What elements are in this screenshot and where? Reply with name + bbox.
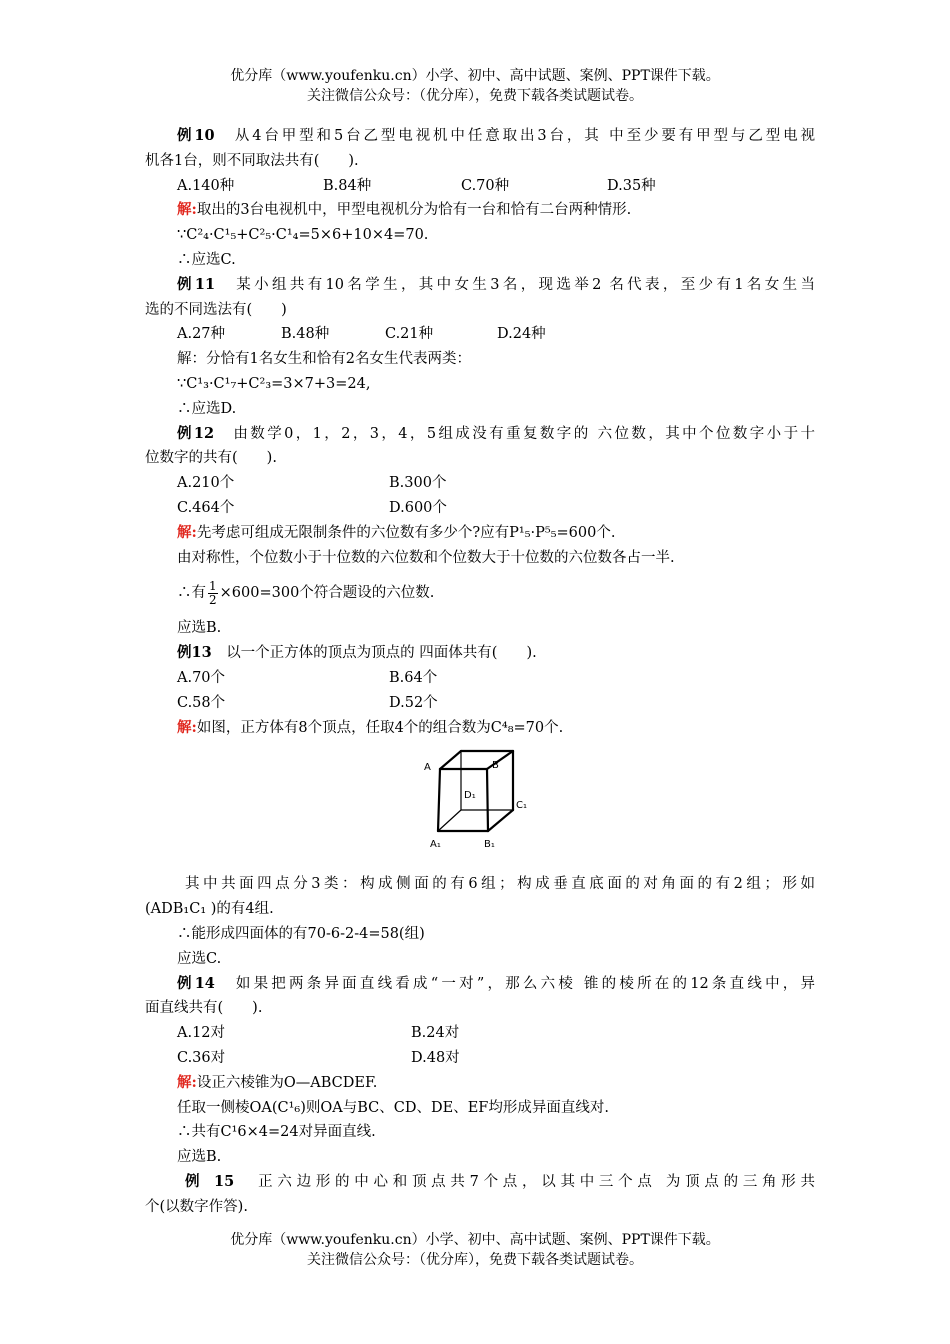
ex12-question-line-2: 位数字的共有( ). (145, 450, 277, 467)
header-line-1: 优分库（www.youfenku.cn）小学、初中、高中试题、案例、PPT课件下载。 (230, 68, 720, 84)
cube-edge-top-left (440, 751, 461, 769)
content-body (145, 124, 815, 1219)
page-header (0, 66, 950, 106)
one-half-fraction: $\frac{1}{2}$ (209, 578, 217, 607)
ex11-option-b: B.48种 (281, 326, 330, 343)
footer-line-1: 优分库（www.youfenku.cn）小学、初中、高中试题、案例、PPT课件下载。 (230, 1232, 720, 1248)
ex10-solution: 解:取出的3台电视机中，甲型电视机分为恰有一台和恰有二台两种情形. (177, 201, 632, 219)
ex14-question-line-1: 例14 如果把两条异面直线看成“一对”，那么六棱 锥的棱所在的12条直线中，异 (177, 974, 816, 992)
vertex-label-d1: D₁ (464, 790, 476, 802)
ex14-solution-label: 解: (177, 1073, 197, 1091)
ex14-option-d: D.48对 (411, 1049, 460, 1066)
ex12-options-row-2 (145, 496, 815, 521)
ex14-text-2: ∴共有C¹6×4=24对异面直线. (177, 1124, 376, 1141)
ex10-question-line-2: 机各1台，则不同取法共有( ). (145, 152, 359, 169)
vertex-label-c1: C₁ (516, 800, 527, 812)
cube-edge-bottom-right (488, 810, 513, 831)
ex10-label: 例10 (177, 127, 215, 144)
ex12-option-a: A.210个 (177, 475, 235, 492)
ex11-option-c: C.21种 (385, 326, 434, 343)
cube-diagram (420, 746, 550, 856)
ex12-therefore: ∴有 $\frac{1}{2}$ ×600=300个符合题设的六位数. (177, 578, 435, 607)
ex11-options (145, 322, 815, 347)
ex13-text-1: 其中共面四点分3类：构成侧面的有6组；构成垂直底面的对角面的有2组；形如 (185, 876, 815, 893)
footer-line-2: 关注微信公众号：（优分库），免费下载各类试题试卷。 (307, 1252, 643, 1268)
cube-figure (145, 746, 815, 864)
ex10-option-d: D.35种 (607, 177, 656, 194)
ex10-solution-label: 解: (177, 201, 197, 219)
ex11-option-d: D.24种 (497, 326, 546, 343)
ex13-option-b: B.64个 (389, 669, 438, 686)
ex14-options-row-1 (145, 1021, 815, 1046)
ex12-option-c: C.464个 (177, 499, 235, 516)
ex13-answer: 应选C. (177, 950, 222, 967)
page-footer (0, 1230, 950, 1270)
cube-edge-front-right (487, 769, 488, 831)
ex10-option-b: B.84种 (323, 177, 372, 194)
ex11-solution: 解：分恰有1名女生和恰有2名女生代表两类： (177, 351, 471, 368)
cube-hidden-edge-left (438, 810, 461, 831)
ex14-solution: 解:设正六棱锥为O—ABCDEF. (177, 1073, 378, 1091)
ex12-option-b: B.300个 (389, 475, 447, 492)
ex10-calc: ∵C²₄·C¹₅+C²₅·C¹₄=5×6+10×4=70. (177, 227, 429, 244)
ex13-text-3: ∴能形成四面体的有70-6-2-4=58(组) (177, 925, 425, 942)
ex13-question: 例13 以一个正方体的顶点为顶点的 四面体共有( ). (177, 644, 537, 662)
ex14-text-1: 任取一侧棱OA(C¹₆)则OA与BC、CD、DE、EF均形成异面直线对. (177, 1099, 609, 1116)
ex11-option-a: A.27种 (177, 326, 226, 343)
ex12-symmetry: 由对称性，个位数小于十位数的六位数和个位数大于十位数的六位数各占一半. (177, 549, 675, 566)
ex12-solution-label: 解: (177, 523, 197, 541)
ex13-text-2: (ADB₁C₁ )的有4组. (145, 901, 274, 918)
ex14-answer: 应选B. (177, 1149, 222, 1166)
ex14-options-row-2 (145, 1046, 815, 1071)
ex14-question-line-2: 面直线共有( ). (145, 1000, 263, 1017)
header-line-2: 关注微信公众号：（优分库），免费下载各类试题试卷。 (307, 88, 643, 104)
ex12-question-line-1: 例12 由数学0，1，2，3，4，5组成没有重复数字的 六位数，其中个位数字小于十 (177, 424, 815, 442)
ex13-solution-label: 解: (177, 718, 197, 736)
ex10-option-a: A.140种 (177, 177, 235, 194)
cube-edge-top-right (487, 751, 513, 772)
ex11-answer: ∴应选D. (177, 400, 237, 417)
vertex-label-a1: A₁ (430, 839, 441, 851)
ex14-option-c: C.36对 (177, 1049, 226, 1066)
ex10-options (145, 174, 815, 199)
ex13-options-row-2 (145, 691, 815, 716)
ex12-answer: 应选B. (177, 620, 222, 637)
ex10-option-c: C.70种 (461, 177, 510, 194)
ex15-question-line-2: 个(以数字作答). (145, 1198, 248, 1215)
ex13-options-row-1 (145, 666, 815, 691)
ex13-option-a: A.70个 (177, 669, 226, 686)
ex13-label: 例13 (177, 644, 212, 662)
ex13-option-d: D.52个 (389, 694, 438, 711)
ex12-options-row-1 (145, 471, 815, 496)
ex12-solution: 解:先考虑可组成无限制条件的六位数有多少个?应有P¹₅·P⁵₅=600个. (177, 523, 616, 541)
ex13-solution: 解:如图，正方体有8个顶点，任取4个的组合数为C⁴₈=70个. (177, 718, 564, 736)
ex12-label: 例12 (177, 424, 215, 442)
ex10-answer: ∴应选C. (177, 251, 236, 268)
ex11-question-line-2: 选的不同选法有( ) (145, 301, 287, 318)
vertex-label-a: A (424, 762, 431, 774)
vertex-label-b: B (492, 760, 499, 772)
vertex-label-b1: B₁ (484, 839, 495, 851)
ex14-option-b: B.24对 (411, 1025, 460, 1042)
ex13-option-c: C.58个 (177, 694, 226, 711)
ex15-question-line-1: 例 15 正六边形的中心和顶点共7个点，以其中三个点 为顶点的三角形共 (185, 1172, 815, 1190)
ex10-question-line-1: 例10 从4台甲型和5台乙型电视机中任意取出3台，其 中至少要有甲型与乙型电视 (177, 127, 815, 144)
ex11-question-line-1: 例11 某小组共有10名学生，其中女生3名，现选举2 名代表，至少有1名女生当 (177, 275, 815, 293)
ex11-calc: ∵C¹₃·C¹₇+C²₃=3×7+3=24, (177, 375, 371, 392)
ex14-label: 例14 (177, 974, 215, 992)
cube-edge-front-left (438, 769, 440, 831)
ex12-option-d: D.600个 (389, 499, 447, 516)
ex11-label: 例11 (177, 275, 216, 293)
ex15-label: 例 15 (185, 1172, 235, 1190)
ex14-option-a: A.12对 (177, 1025, 226, 1042)
